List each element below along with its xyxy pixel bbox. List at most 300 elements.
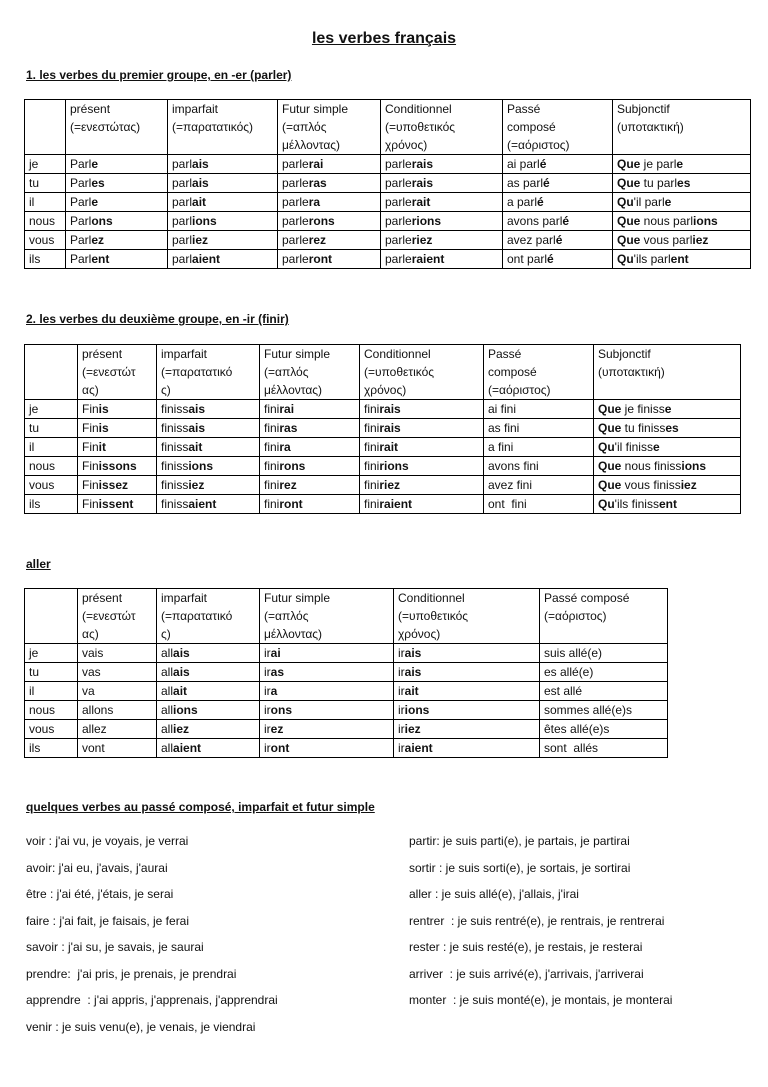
stem-text: je parl — [640, 157, 677, 171]
ending-bold: rais — [411, 157, 434, 171]
conjugation-cell — [503, 212, 613, 231]
stem-text: ont parl — [507, 252, 548, 266]
verb-list-item: venir : je suis venu(e), je venais, je viendrai — [26, 1019, 256, 1034]
header-cell — [278, 100, 381, 155]
stem-text: parle — [385, 233, 412, 247]
verb-list-item: rentrer : je suis rentré(e), je rentrais, je rentrerai — [409, 913, 665, 928]
conjugation-cell — [78, 682, 157, 701]
conjugation-cell — [594, 495, 741, 514]
conjugation-cell — [157, 739, 260, 758]
header-line: Passé — [488, 347, 522, 361]
ending-bold: Que — [598, 402, 622, 416]
header-line: (=παρατατικό — [161, 365, 233, 379]
ending-bold: issez — [98, 478, 129, 492]
ending-bold: e — [664, 402, 672, 416]
stem-text: parl — [172, 252, 193, 266]
ending-bold: é — [537, 195, 544, 209]
stem-text: parle — [282, 214, 309, 228]
stem-text: tu — [29, 176, 40, 190]
conjugation-cell — [78, 400, 157, 419]
stem-text: parle — [282, 233, 309, 247]
stem-text: parl — [172, 157, 193, 171]
section-title-aller: aller — [26, 557, 51, 571]
stem-text: finiss — [161, 478, 189, 492]
ending-bold: es — [677, 176, 691, 190]
conjugation-cell — [260, 419, 360, 438]
stem-text: Fin — [82, 497, 99, 511]
stem-text: vous finiss — [621, 478, 681, 492]
ending-bold: iez — [188, 478, 205, 492]
ending-bold: es — [665, 421, 679, 435]
conjugation-cell — [540, 663, 668, 682]
conjugation-cell — [260, 663, 394, 682]
pronoun-cell — [25, 739, 78, 758]
header-line: (=αόριστος) — [488, 383, 551, 397]
ending-bold: Que — [617, 214, 641, 228]
section-title-quelques-verbes: quelques verbes au passé composé, imparfait et futur simple — [26, 800, 375, 814]
pronoun-cell — [25, 701, 78, 720]
ending-bold: ras — [279, 421, 298, 435]
conjugation-cell — [260, 644, 394, 663]
header-line: présent — [82, 591, 123, 605]
stem-text: suis allé(e) — [544, 646, 603, 660]
stem-text: all — [161, 665, 174, 679]
stem-text: Parl — [70, 157, 92, 171]
ending-bold: Que — [598, 421, 622, 435]
ending-bold: iez — [692, 233, 709, 247]
conjugation-cell — [260, 438, 360, 457]
conjugation-cell — [360, 400, 484, 419]
conjugation-cell — [157, 701, 260, 720]
ending-bold: ions — [192, 214, 217, 228]
verb-list-item: être : j'ai été, j'étais, je serai — [26, 887, 174, 901]
verb-list-item: voir : j'ai vu, je voyais, je verrai — [26, 834, 189, 848]
conjugation-cell — [503, 174, 613, 193]
conjugation-cell — [540, 682, 668, 701]
ending-bold: Que — [617, 176, 641, 190]
stem-text: 'il parl — [633, 195, 665, 209]
ending-bold: ais — [173, 665, 190, 679]
header-line: μέλλοντας) — [282, 138, 341, 152]
stem-text: fini — [364, 478, 380, 492]
ending-bold: as — [270, 665, 285, 679]
ending-bold: rez — [279, 478, 297, 492]
stem-text: tu finiss — [621, 421, 666, 435]
table-row — [25, 701, 668, 720]
header-line: (=αόριστος) — [544, 609, 607, 623]
ending-bold: e — [664, 195, 672, 209]
stem-text: vous parl — [640, 233, 693, 247]
ending-bold: Qu — [598, 497, 615, 511]
ending-bold: is — [98, 402, 109, 416]
pronoun-cell — [25, 457, 78, 476]
conjugation-cell — [381, 250, 503, 269]
header-line: composé — [507, 120, 556, 134]
ending-bold: Qu — [617, 252, 634, 266]
table-row — [25, 644, 668, 663]
stem-text: sont allés — [544, 741, 599, 755]
conjugation-cell — [484, 457, 594, 476]
stem-text: vas — [82, 665, 101, 679]
header-cell — [613, 100, 751, 155]
ending-bold: a — [270, 684, 278, 698]
header-line: composé — [488, 365, 537, 379]
verb-list-item: prendre: j'ai pris, je prenais, je prendrai — [26, 966, 237, 981]
stem-text: all — [161, 741, 174, 755]
conjugation-cell — [613, 212, 751, 231]
ending-bold: riez — [411, 233, 433, 247]
header-line: χρόνος) — [385, 138, 428, 152]
stem-text: Fin — [82, 459, 99, 473]
stem-text: 'ils parl — [633, 252, 671, 266]
header-cell — [503, 100, 613, 155]
stem-text: ir — [264, 703, 271, 717]
ending-bold: aient — [173, 741, 202, 755]
ending-bold: é — [543, 176, 550, 190]
stem-text: fini — [364, 497, 380, 511]
ending-bold: ez — [91, 233, 105, 247]
conjugation-cell — [394, 739, 540, 758]
ending-bold: rai — [279, 402, 295, 416]
ending-bold: rons — [308, 214, 335, 228]
conjugation-cell — [78, 495, 157, 514]
conjugation-cell — [66, 212, 168, 231]
stem-text: es allé(e) — [544, 665, 594, 679]
conjugation-cell — [66, 174, 168, 193]
conjugation-cell — [394, 663, 540, 682]
stem-text: nous — [29, 703, 56, 717]
header-line: (=υποθετικός — [364, 365, 435, 379]
ending-bold: ions — [404, 703, 430, 717]
stem-text: all — [161, 684, 174, 698]
stem-text: parle — [385, 195, 412, 209]
verb-list-item: rester : je suis resté(e), je restais, je resterai — [409, 940, 643, 954]
conjugation-cell — [260, 701, 394, 720]
conjugation-cell — [168, 174, 278, 193]
ending-bold: rai — [308, 157, 324, 171]
stem-text: ir — [398, 741, 405, 755]
pronoun-cell — [25, 438, 78, 457]
header-cell — [381, 100, 503, 155]
conjugation-cell — [260, 682, 394, 701]
ending-bold: ions — [681, 459, 707, 473]
stem-text: nous finiss — [621, 459, 682, 473]
stem-text: all — [161, 722, 174, 736]
ending-bold: ons — [91, 214, 113, 228]
stem-text: Parl — [70, 214, 92, 228]
conjugation-cell — [484, 400, 594, 419]
conjugation-cell — [157, 457, 260, 476]
stem-text: il — [29, 684, 35, 698]
table-row — [25, 663, 668, 682]
stem-text: ir — [264, 741, 271, 755]
stem-text: 'il finiss — [614, 440, 653, 454]
stem-text: ai parl — [507, 157, 540, 171]
ending-bold: ront — [308, 252, 333, 266]
stem-text: finiss — [161, 497, 189, 511]
ending-bold: é — [555, 233, 563, 247]
stem-text: vais — [82, 646, 104, 660]
ending-bold: ais — [188, 421, 206, 435]
conjugation-cell — [157, 495, 260, 514]
stem-text: parle — [282, 195, 309, 209]
ending-bold: Que — [617, 233, 641, 247]
stem-text: as parl — [507, 176, 544, 190]
conjugation-cell — [503, 231, 613, 250]
conjugation-cell — [503, 193, 613, 212]
stem-text: il — [29, 195, 35, 209]
conjugation-cell — [381, 212, 503, 231]
stem-text: je — [29, 646, 39, 660]
ending-bold: ra — [308, 195, 321, 209]
stem-text: ir — [398, 684, 405, 698]
ending-bold: Qu — [617, 195, 634, 209]
header-line: présent — [70, 102, 111, 116]
header-row — [25, 345, 741, 400]
stem-text: ils — [29, 252, 41, 266]
table-premier-groupe — [24, 99, 751, 269]
conjugation-cell — [157, 400, 260, 419]
stem-text: Fin — [82, 478, 99, 492]
stem-text: Parl — [70, 252, 92, 266]
header-line: Conditionnel — [385, 102, 452, 116]
conjugation-cell — [484, 419, 594, 438]
ending-bold: issons — [98, 459, 137, 473]
stem-text: parle — [385, 157, 412, 171]
verb-list-item: apprendre : j'ai appris, j'apprenais, j'apprendrai — [26, 993, 278, 1007]
pronoun-cell — [25, 663, 78, 682]
conjugation-cell — [394, 720, 540, 739]
header-cell — [260, 345, 360, 400]
pronoun-cell — [25, 495, 78, 514]
conjugation-cell — [594, 438, 741, 457]
section-title-premier-groupe: 1. les verbes du premier groupe, en -er (parler) — [26, 68, 292, 82]
header-line: μέλλοντας) — [264, 383, 323, 397]
stem-text: ir — [398, 703, 405, 717]
header-line: χρόνος) — [364, 383, 407, 397]
table-row — [25, 174, 751, 193]
pronoun-cell — [25, 400, 78, 419]
ending-bold: rais — [411, 176, 434, 190]
pronoun-cell — [25, 476, 78, 495]
conjugation-cell — [157, 663, 260, 682]
stem-text: avez fini — [488, 478, 533, 492]
header-cell — [78, 345, 157, 400]
ending-bold: is — [98, 421, 109, 435]
header-line: μέλλοντας) — [264, 627, 323, 641]
conjugation-cell — [157, 720, 260, 739]
stem-text: Fin — [82, 402, 99, 416]
table-row — [25, 438, 741, 457]
ending-bold: raient — [411, 252, 445, 266]
table-row — [25, 212, 751, 231]
conjugation-cell — [66, 231, 168, 250]
ending-bold: ais — [188, 402, 206, 416]
conjugation-cell — [157, 419, 260, 438]
conjugation-cell — [360, 438, 484, 457]
ending-bold: ont — [270, 741, 290, 755]
conjugation-cell — [613, 231, 751, 250]
table-row — [25, 400, 741, 419]
conjugation-cell — [540, 739, 668, 758]
stem-text: parle — [282, 252, 309, 266]
header-row — [25, 100, 751, 155]
header-cell — [66, 100, 168, 155]
stem-text: ir — [398, 646, 405, 660]
header-line: Subjonctif — [617, 102, 670, 116]
header-line: (=ενεστώτ — [82, 365, 136, 379]
header-line: Futur simple — [264, 347, 331, 361]
header-cell — [540, 589, 668, 644]
conjugation-cell — [278, 174, 381, 193]
ending-bold: ions — [173, 703, 198, 717]
stem-text: allons — [82, 703, 114, 717]
header-line: ς) — [161, 383, 171, 397]
stem-text: avons fini — [488, 459, 539, 473]
stem-text: ils — [29, 497, 41, 511]
header-line: (=απλός — [264, 609, 309, 623]
stem-text: 'ils finiss — [614, 497, 659, 511]
stem-text: nous — [29, 214, 56, 228]
conjugation-cell — [260, 720, 394, 739]
ending-bold: raient — [379, 497, 413, 511]
conjugation-cell — [613, 155, 751, 174]
conjugation-cell — [278, 231, 381, 250]
ending-bold: Que — [617, 157, 641, 171]
ending-bold: aient — [188, 497, 217, 511]
conjugation-cell — [484, 495, 594, 514]
stem-text: ir — [264, 684, 271, 698]
ending-bold: e — [676, 157, 684, 171]
ending-bold: iez — [192, 233, 209, 247]
ending-bold: issent — [98, 497, 134, 511]
ending-bold: Que — [598, 478, 622, 492]
stem-text: va — [82, 684, 95, 698]
stem-text: avons parl — [507, 214, 563, 228]
ending-bold: rons — [279, 459, 306, 473]
conjugation-cell — [157, 644, 260, 663]
conjugation-cell — [66, 250, 168, 269]
table-row — [25, 476, 741, 495]
stem-text: all — [161, 703, 174, 717]
stem-text: nous — [29, 459, 56, 473]
header-cell — [157, 589, 260, 644]
table-row — [25, 739, 668, 758]
stem-text: tu — [29, 421, 40, 435]
conjugation-cell — [278, 250, 381, 269]
header-line: (=ενεστώτας) — [70, 120, 141, 134]
ending-bold: Que — [598, 459, 622, 473]
ending-bold: rait — [411, 195, 431, 209]
conjugation-cell — [381, 193, 503, 212]
stem-text: vous — [29, 722, 55, 736]
stem-text: il — [29, 440, 35, 454]
conjugation-cell — [260, 495, 360, 514]
pronoun-cell — [25, 720, 78, 739]
stem-text: parl — [172, 233, 193, 247]
table-row — [25, 457, 741, 476]
conjugation-cell — [594, 400, 741, 419]
stem-text: tu parl — [640, 176, 678, 190]
header-line: Passé composé — [544, 591, 630, 605]
stem-text: parle — [385, 214, 412, 228]
ending-bold: rions — [411, 214, 442, 228]
stem-text: sommes allé(e)s — [544, 703, 633, 717]
ending-bold: ront — [279, 497, 303, 511]
stem-text: vont — [82, 741, 105, 755]
pronoun-cell — [25, 250, 66, 269]
conjugation-cell — [540, 644, 668, 663]
ending-bold: rez — [308, 233, 327, 247]
conjugation-cell — [360, 495, 484, 514]
conjugation-cell — [78, 457, 157, 476]
header-line: (=αόριστος) — [507, 138, 570, 152]
ending-bold: ait — [404, 684, 419, 698]
table-row — [25, 231, 751, 250]
verb-list-item: aller : je suis allé(e), j'allais, j'irai — [409, 887, 579, 901]
header-cell — [484, 345, 594, 400]
stem-text: finiss — [161, 459, 189, 473]
ending-bold: ent — [658, 497, 677, 511]
ending-bold: ais — [192, 157, 209, 171]
stem-text: je — [29, 157, 39, 171]
pronoun-cell — [25, 231, 66, 250]
ending-bold: é — [539, 157, 547, 171]
stem-text: êtes allé(e)s — [544, 722, 610, 736]
stem-text: allez — [82, 722, 107, 736]
ending-bold: e — [652, 440, 660, 454]
stem-text: fini — [364, 459, 380, 473]
ending-bold: ai — [270, 646, 281, 660]
stem-text: a fini — [488, 440, 514, 454]
conjugation-cell — [157, 476, 260, 495]
conjugation-cell — [78, 663, 157, 682]
stem-text: finiss — [161, 440, 189, 454]
ending-bold: ais — [192, 176, 209, 190]
stem-text: ir — [264, 646, 271, 660]
stem-text: finiss — [161, 421, 189, 435]
section-title-deuxieme-groupe: 2. les verbes du deuxième groupe, en -ir (finir) — [26, 312, 289, 326]
conjugation-cell — [66, 155, 168, 174]
pronoun-cell — [25, 212, 66, 231]
ending-bold: ais — [173, 646, 190, 660]
stem-text: est allé — [544, 684, 583, 698]
verb-list-item: avoir: j'ai eu, j'avais, j'aurai — [26, 860, 168, 875]
conjugation-cell — [613, 250, 751, 269]
header-cell-empty — [25, 345, 78, 400]
conjugation-cell — [78, 644, 157, 663]
table-row — [25, 155, 751, 174]
conjugation-cell — [484, 438, 594, 457]
header-line: ας) — [82, 627, 99, 641]
stem-text: tu — [29, 665, 40, 679]
stem-text: vous — [29, 233, 55, 247]
table-row — [25, 682, 668, 701]
header-cell — [594, 345, 741, 400]
table-aller — [24, 588, 668, 758]
conjugation-cell — [540, 701, 668, 720]
page-title: les verbes français — [311, 30, 457, 47]
header-line: (=υποθετικός — [385, 120, 456, 134]
ending-bold: ais — [404, 646, 422, 660]
stem-text: Parl — [70, 233, 92, 247]
header-cell — [157, 345, 260, 400]
verb-list-item: sortir : je suis sorti(e), je sortais, je sortirai — [409, 860, 631, 875]
header-line: Conditionnel — [398, 591, 465, 605]
conjugation-cell — [381, 155, 503, 174]
stem-text: parl — [172, 214, 193, 228]
stem-text: fini — [364, 421, 380, 435]
